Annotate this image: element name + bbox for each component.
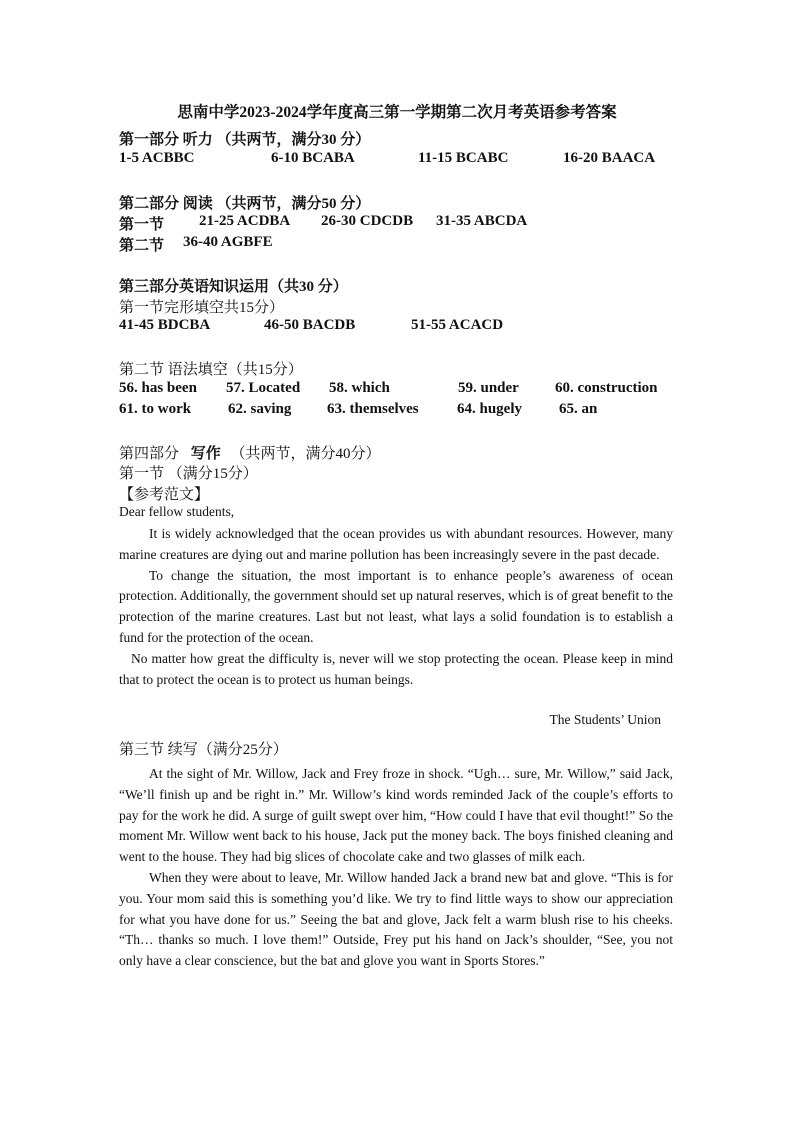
grammar-answer: 60. construction	[555, 380, 658, 396]
grammar-answer: 56. has been	[119, 380, 197, 396]
letter-signature: The Students’ Union	[549, 712, 661, 727]
continuation-paragraph: At the sight of Mr. Willow, Jack and Frey froze in shock. “Ugh… sure, Mr. Willow,” said Jack, “We’ll finish up and be right in.” Mr. Willow’s kind words reminded Jack of the couple’s efforts to pay for the work he did. A surge of guilt swept over him, “How could I have that evil thought!” So the moment Mr. Willow went back to his house, Jack put the money back. The boys finished cleaning and went to the house. They had big slices of chocolate cake and two glasses of milk each.	[119, 766, 673, 865]
answer-group: 36-40 AGBFE	[183, 234, 273, 250]
answer-group: 21-25 ACDBA	[199, 213, 291, 229]
part3-heading: 第三部分英语知识运用（共30 分）	[119, 279, 348, 295]
answer-group: 6-10 BCABA	[271, 150, 355, 166]
letter-salutation: Dear fellow students,	[119, 504, 235, 519]
answer-group: 51-55 ACACD	[411, 317, 504, 333]
answer-group: 1-5 ACBBC	[119, 150, 195, 166]
answer-group: 11-15 BCABC	[418, 150, 509, 166]
grammar-answer: 57. Located	[226, 380, 301, 396]
answer-group: 26-30 CDCDB	[321, 213, 414, 229]
essay-paragraph: No matter how great the difficulty is, never will we stop protecting the ocean. Please keep in mind that to protect the ocean is to protect us human beings.	[119, 650, 673, 687]
sample-label: 【参考范文】	[119, 487, 210, 503]
part4-heading-detail: （共两节，满分40分）	[230, 446, 381, 462]
part4-heading-label: 第四部分	[119, 446, 180, 462]
part4-heading	[119, 442, 381, 463]
part4-sec3-heading: 第三节 续写（满分25分）	[119, 742, 288, 758]
page-title: 思南中学2023-2024学年度高三第一学期第二次月考英语参考答案	[177, 104, 617, 121]
grammar-answer: 62. saving	[228, 401, 292, 417]
answer-group: 46-50 BACDB	[264, 317, 356, 333]
part1-heading: 第一部分 听力 （共两节，满分30 分）	[119, 132, 371, 148]
grammar-answer: 65. an	[559, 401, 598, 417]
sample-essay	[119, 524, 673, 690]
grammar-answer: 64. hugely	[457, 401, 523, 417]
grammar-answer: 59. under	[458, 380, 519, 396]
continuation-writing	[119, 764, 673, 972]
essay-paragraph: To change the situation, the most important is to enhance people’s awareness of ocean protection. Additionally, the government should set up natural reserves, which is of great benefit to the protection of the marine creatures. Last but not least, what lays a solid foundation is to establish a fund for the protection of the ocean.	[119, 567, 673, 645]
part3-sec1-heading: 第一节完形填空共15分）	[119, 300, 285, 316]
section-label: 第一节	[119, 217, 165, 233]
section-label: 第二节	[119, 238, 165, 254]
grammar-answer: 61. to work	[119, 401, 192, 417]
essay-paragraph: It is widely acknowledged that the ocean provides us with abundant resources. However, many marine creatures are dying out and marine pollution has been increasingly severe in the past decade.	[119, 526, 673, 562]
part2-heading: 第二部分 阅读 （共两节，满分50 分）	[119, 196, 371, 212]
answer-group: 41-45 BDCBA	[119, 317, 211, 333]
grammar-answer: 63. themselves	[327, 401, 419, 417]
continuation-paragraph: When they were about to leave, Mr. Willow handed Jack a brand new bat and glove. “This is for you. Your mom said this is something you’d like. We try to find little ways to show our appreciation for what you have done for us.” Seeing the bat and glove, Jack felt a warm blush rise to his cheeks. “Th… thanks so much. I love them!” Outside, Frey put his hand on Jack’s shoulder, “See, you not only have a clear conscience, but the bat and glove you want in Sports Stores.”	[119, 869, 673, 969]
answer-group: 16-20 BAACA	[563, 150, 656, 166]
grammar-answer: 58. which	[329, 380, 390, 396]
answer-group: 31-35 ABCDA	[436, 213, 528, 229]
part3-sec2-heading: 第二节 语法填空（共15分）	[119, 362, 303, 378]
part4-sec1-heading: 第一节 （满分15分）	[119, 466, 258, 482]
part4-heading-title: 写作	[190, 446, 221, 462]
